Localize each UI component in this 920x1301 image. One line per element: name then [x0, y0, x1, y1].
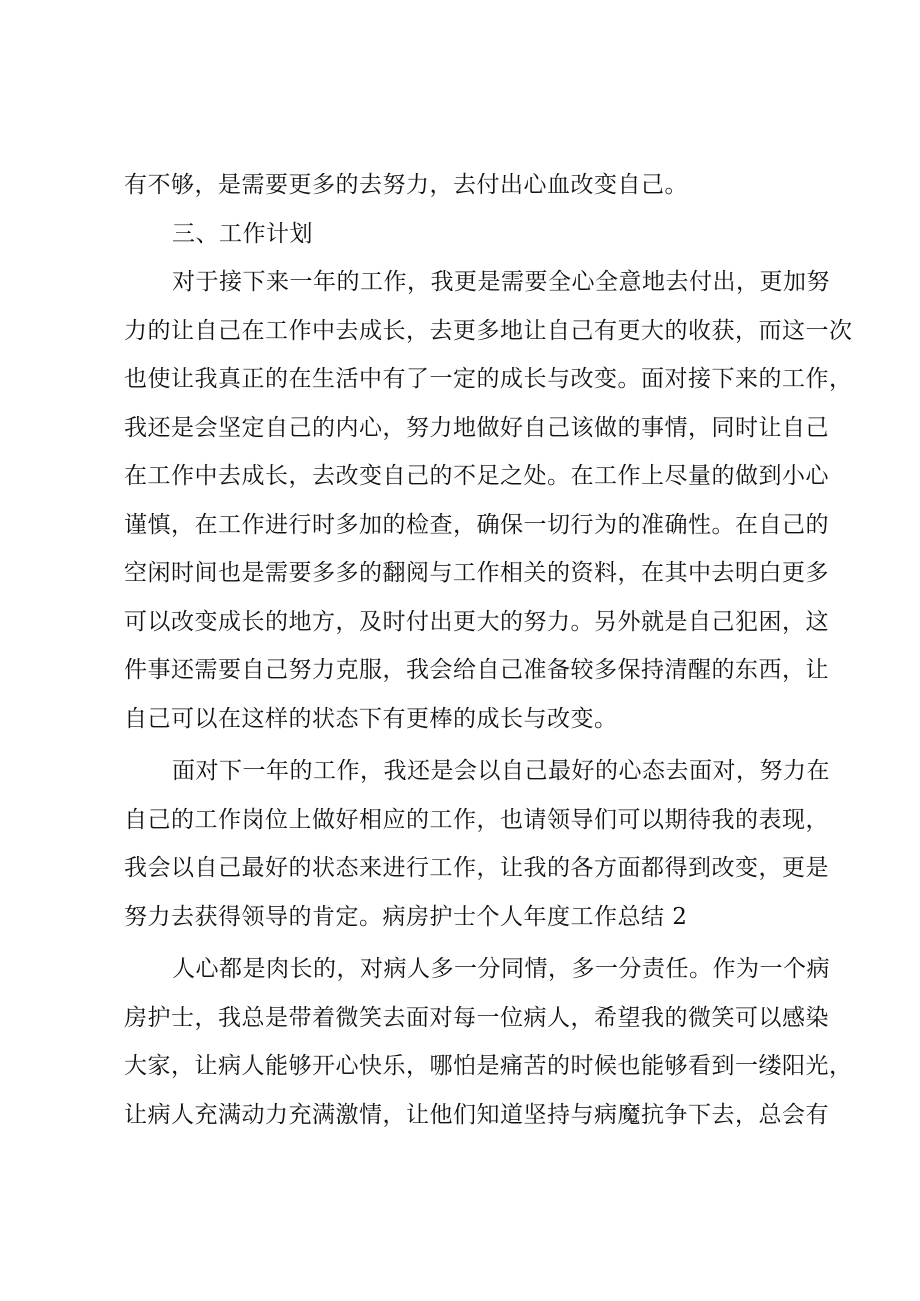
- text-line: 也使让我真正的在生活中有了一定的成长与改变。面对接下来的工作，: [124, 366, 853, 392]
- text-line: 让病人充满动力充满激情，让他们知道坚持与病魔抗争下去，总会有: [124, 1101, 829, 1128]
- text-line: 有不够，是需要更多的去努力，去付出心血改变自己。: [124, 172, 688, 198]
- text-line: 空闲时间也是需要多多的翻阅与工作相关的资料，在其中去明白更多: [124, 560, 829, 586]
- text-line: 在工作中去成长，去改变自己的不足之处。在工作上尽量的做到小心: [124, 463, 829, 489]
- document-body: [124, 161, 853, 1139]
- text-line: 件事还需要自己努力克服，我会给自己准备较多保持清醒的东西，让: [124, 657, 829, 683]
- section-heading: [124, 210, 824, 259]
- text-line: 三、工作计划: [172, 220, 313, 247]
- text-line: 努力去获得领导的肯定。病房护士个人年度工作总结 2: [124, 903, 688, 930]
- text-line: 我会以自己最好的状态来进行工作，让我的各方面都得到改变，更是: [124, 855, 829, 881]
- text-line: 可以改变成长的地方，及时付出更大的努力。另外就是自己犯困，这: [124, 608, 829, 635]
- paragraph-next-year: [124, 747, 830, 941]
- text-line: 我还是会坚定自己的内心，努力地做好自己该做的事情，同时让自己: [124, 414, 829, 441]
- text-line: 大家，让病人能够开心快乐，哪怕是痛苦的时候也能够看到一缕阳光，: [124, 1053, 853, 1079]
- text-line: 自己的工作岗位上做好相应的工作，也请领导们可以期待我的表现，: [124, 806, 829, 833]
- text-line: 人心都是肉长的，对病人多一分同情，多一分责任。作为一个病: [172, 956, 830, 982]
- text-line: 对于接下来一年的工作，我更是需要全心全意地去付出，更加努: [172, 269, 830, 295]
- text-line: 自己可以在这样的状态下有更棒的成长与改变。: [124, 705, 618, 732]
- text-line: 谨慎，在工作进行时多加的检查，确保一切行为的准确性。在自己的: [124, 511, 829, 538]
- text-line: 面对下一年的工作，我还是会以自己最好的心态去面对，努力在: [172, 758, 830, 784]
- text-line: 力的让自己在工作中去成长，去更多地让自己有更大的收获，而这一次: [124, 317, 853, 344]
- paragraph-continuation: [124, 161, 824, 210]
- paragraph-summary-2: [124, 945, 853, 1139]
- text-line: 房护士，我总是带着微笑去面对每一位病人，希望我的微笑可以感染: [124, 1004, 829, 1031]
- paragraph-work-plan: [124, 258, 853, 743]
